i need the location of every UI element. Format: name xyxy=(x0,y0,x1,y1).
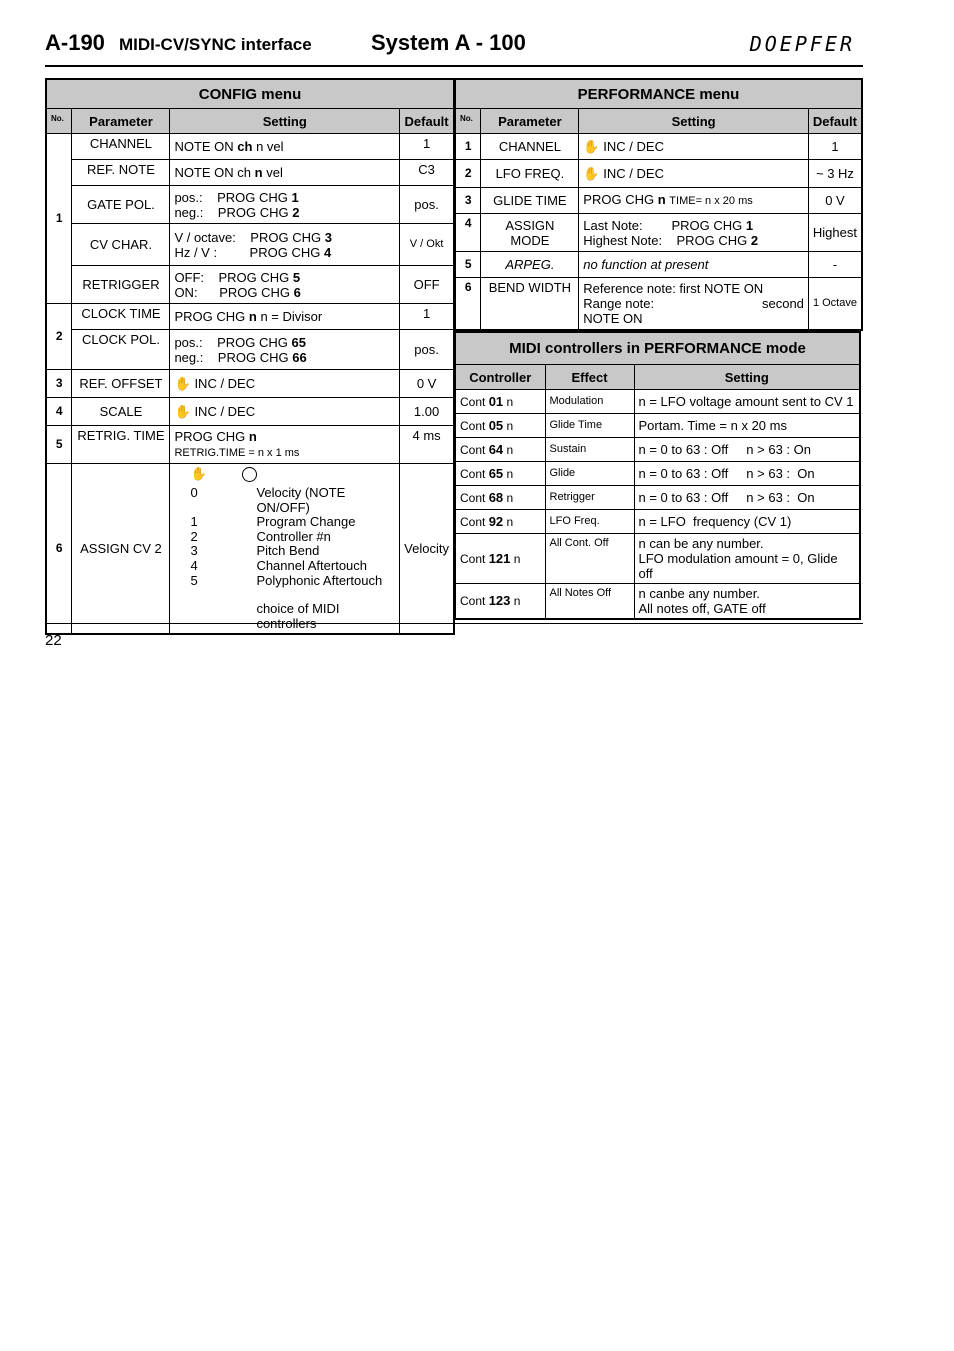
setting-text: n = Divisor xyxy=(260,309,323,324)
setting-text: INC / DEC xyxy=(603,166,664,181)
spacer xyxy=(190,588,256,602)
col-controller: Controller xyxy=(455,365,545,390)
setting-text: Highest Note: PROG CHG xyxy=(583,232,748,248)
setting-text: n = LFO voltage amount sent to CV 1 xyxy=(638,394,854,409)
setting-text: All notes off, GATE off xyxy=(638,601,766,616)
group-number: 4 xyxy=(46,398,72,426)
setting-lfo-freq xyxy=(579,160,809,188)
setting-assign-cv2 xyxy=(170,464,400,635)
setting-text: PROG CHG xyxy=(174,428,246,444)
setting-text: V / octave: PROG CHG xyxy=(174,229,322,245)
setting-text: PROG CHG xyxy=(174,309,246,324)
default-assign-cv2: Velocity xyxy=(400,464,454,635)
setting-text: NOTE ON xyxy=(174,139,234,154)
controller-prefix: Cont xyxy=(460,514,486,529)
controller-cell xyxy=(455,414,545,438)
controller-number: 121 xyxy=(488,550,511,566)
effect-cell: Glide Time xyxy=(545,414,634,438)
col-setting: Setting xyxy=(634,365,860,390)
setting-bold: 4 xyxy=(323,244,332,260)
config-table xyxy=(45,78,455,635)
option-number: 0 xyxy=(190,485,198,500)
controller-cell xyxy=(455,584,545,620)
hand-icon: ✋ xyxy=(583,139,600,154)
setting-text: ON: PROG CHG xyxy=(174,284,291,300)
option-label: Pitch Bend xyxy=(256,543,320,559)
brand-logo: DOEPFER xyxy=(749,32,855,56)
setting-bold: 6 xyxy=(293,284,301,300)
default-channel: 1 xyxy=(400,134,454,160)
setting-bold: 3 xyxy=(324,229,332,245)
setting-clock-pol xyxy=(170,330,400,370)
table-row xyxy=(455,278,862,331)
table-row xyxy=(455,510,860,534)
row-number: 1 xyxy=(455,134,481,160)
config-title: CONFIG menu xyxy=(46,79,454,109)
controller-cell xyxy=(455,534,545,584)
hand-icon: ✋ xyxy=(174,376,191,391)
config-header-row xyxy=(46,109,454,134)
param-channel: CHANNEL xyxy=(72,134,170,160)
controller-suffix: n xyxy=(506,490,514,505)
setting-text: Last Note: PROG CHG xyxy=(583,217,743,233)
setting-retrigger xyxy=(170,266,400,304)
controller-cell xyxy=(455,462,545,486)
option-label: Channel Aftertouch xyxy=(256,557,368,573)
group-number: 2 xyxy=(46,304,72,370)
setting-bold: n xyxy=(248,428,257,444)
controller-suffix: n xyxy=(506,418,514,433)
param-scale: SCALE xyxy=(72,398,170,426)
midi-title: MIDI controllers in PERFORMANCE mode xyxy=(455,332,860,365)
controller-prefix: Cont xyxy=(460,594,486,608)
param-ref-note: REF. NOTE xyxy=(72,160,170,186)
setting-arpeg: no function at present xyxy=(579,252,809,278)
effect-cell: All Cont. Off xyxy=(545,534,634,584)
setting-text: NOTE ON ch xyxy=(174,165,252,180)
setting-assign-mode xyxy=(579,214,809,252)
hand-icon: ✋ xyxy=(583,166,600,181)
table-row xyxy=(455,534,860,584)
table-row xyxy=(46,330,454,370)
param-gate-pol: GATE POL. xyxy=(72,186,170,224)
setting-bold: n xyxy=(248,309,257,324)
table-row xyxy=(455,486,860,510)
page-header xyxy=(45,28,863,64)
setting-bold: 5 xyxy=(292,269,301,285)
effect-cell: All Notes Off xyxy=(545,584,634,620)
table-row xyxy=(455,214,862,252)
default-arpeg: - xyxy=(808,252,862,278)
model-title: A-190 xyxy=(45,30,105,55)
col-effect: Effect xyxy=(545,365,634,390)
setting-bold: n xyxy=(657,192,666,207)
table-row xyxy=(46,134,454,160)
default-clock-pol: pos. xyxy=(400,330,454,370)
controller-prefix: Cont xyxy=(460,490,486,505)
performance-header-row xyxy=(455,109,862,134)
setting-scale xyxy=(170,398,400,426)
setting-bold: ch xyxy=(237,139,253,154)
setting-text: OFF: PROG CHG xyxy=(174,269,290,285)
param-arpeg: ARPEG. xyxy=(481,252,579,278)
setting-cell xyxy=(634,584,860,620)
col-default: Default xyxy=(808,109,862,134)
param-clock-pol: CLOCK POL. xyxy=(72,330,170,370)
setting-text: pos.: PROG CHG xyxy=(174,189,288,205)
table-row xyxy=(46,160,454,186)
effect-cell: LFO Freq. xyxy=(545,510,634,534)
col-no: No. xyxy=(46,109,72,134)
spacer xyxy=(190,602,256,631)
performance-table xyxy=(454,78,863,331)
option-number: 2 xyxy=(190,528,198,544)
setting-text: vel xyxy=(266,165,283,180)
controller-suffix: n xyxy=(506,442,514,457)
setting-line xyxy=(583,296,804,311)
controller-number: 65 xyxy=(488,465,504,481)
table-row xyxy=(46,224,454,266)
table-row xyxy=(46,464,454,635)
table-row xyxy=(455,252,862,278)
controller-number: 01 xyxy=(488,393,504,409)
row-number: 3 xyxy=(455,188,481,214)
setting-text: n can be any number. xyxy=(638,536,764,551)
hand-icon: ✋ xyxy=(190,466,207,481)
setting-text: INC / DEC xyxy=(194,404,256,419)
controller-prefix: Cont xyxy=(460,394,486,409)
page-number: 22 xyxy=(45,632,62,649)
controller-prefix: Cont xyxy=(460,418,486,433)
row-number: 5 xyxy=(455,252,481,278)
header-rule xyxy=(45,65,863,67)
option-label: Controller #n xyxy=(256,528,331,544)
controller-prefix: Cont xyxy=(460,442,486,457)
group-number: 3 xyxy=(46,370,72,398)
option-number: 5 xyxy=(190,572,198,588)
setting-cv-char xyxy=(170,224,400,266)
setting-text: n = 0 to 63 : Off n > 63 : On xyxy=(638,466,815,481)
setting-cell xyxy=(634,414,860,438)
table-row xyxy=(455,188,862,214)
controller-suffix: n xyxy=(506,514,514,529)
param-assign-cv2: ASSIGN CV 2 xyxy=(72,464,170,635)
option-number: 4 xyxy=(190,557,198,573)
controller-number: 64 xyxy=(488,441,504,457)
setting-bold: 1 xyxy=(745,217,754,233)
setting-text: PROG CHG xyxy=(583,192,655,207)
table-row xyxy=(455,414,860,438)
setting-gate-pol xyxy=(170,186,400,224)
controller-number: 92 xyxy=(488,513,504,529)
param-channel: CHANNEL xyxy=(481,134,579,160)
table-row xyxy=(46,304,454,330)
param-cv-char: CV CHAR. xyxy=(72,224,170,266)
footer-rule xyxy=(45,623,863,624)
default-ref-note: C3 xyxy=(400,160,454,186)
col-no: No. xyxy=(455,109,481,134)
setting-retrig-time xyxy=(170,426,400,464)
table-row xyxy=(455,438,860,462)
setting-note: TIME= n x 20 ms xyxy=(669,195,753,207)
effect-cell: Glide xyxy=(545,462,634,486)
setting-text: n = 0 to 63 : Off n > 63 : On xyxy=(638,490,815,505)
default-lfo-freq: ~ 3 Hz xyxy=(808,160,862,188)
setting-text: second xyxy=(761,296,804,311)
setting-cell xyxy=(634,438,860,462)
setting-clock-time xyxy=(170,304,400,330)
setting-channel xyxy=(170,134,400,160)
setting-cell xyxy=(634,486,860,510)
option-footer: choice of MIDI controllers xyxy=(256,601,340,631)
default-scale: 1.00 xyxy=(400,398,454,426)
setting-text: Range note: xyxy=(583,296,655,311)
table-row xyxy=(455,134,862,160)
setting-glide-time xyxy=(579,188,809,214)
param-assign-mode: ASSIGN MODE xyxy=(481,214,579,252)
setting-cell xyxy=(634,534,860,584)
setting-text: INC / DEC xyxy=(603,139,664,154)
setting-ref-offset xyxy=(170,370,400,398)
setting-cell xyxy=(634,390,860,414)
setting-text: n vel xyxy=(256,139,284,154)
controller-prefix: Cont xyxy=(460,551,486,566)
table-row xyxy=(46,266,454,304)
param-clock-time: CLOCK TIME xyxy=(72,304,170,330)
setting-note: RETRIG.TIME = n x 1 ms xyxy=(174,446,300,459)
effect-cell: Sustain xyxy=(545,438,634,462)
setting-channel xyxy=(579,134,809,160)
controller-suffix: n xyxy=(506,466,514,481)
option-label: Polyphonic Aftertouch xyxy=(256,572,383,588)
setting-text: n = LFO frequency (CV 1) xyxy=(638,514,792,529)
table-row xyxy=(46,370,454,398)
setting-bold: n xyxy=(254,165,263,180)
param-bend-width: BEND WIDTH xyxy=(481,278,579,331)
default-ref-offset: 0 V xyxy=(400,370,454,398)
controller-suffix: n xyxy=(506,394,514,409)
controller-number: 68 xyxy=(488,489,504,505)
controller-prefix: Cont xyxy=(460,466,486,481)
group-number: 6 xyxy=(46,464,72,635)
setting-bold: 1 xyxy=(291,189,299,205)
knob-icon xyxy=(242,467,257,482)
setting-text: Portam. Time = n x 20 ms xyxy=(638,418,787,433)
param-retrigger: RETRIGGER xyxy=(72,266,170,304)
system-title: System A - 100 xyxy=(371,30,526,55)
option-number: 3 xyxy=(190,543,198,559)
setting-text: pos.: PROG CHG xyxy=(174,334,288,350)
controller-cell xyxy=(455,486,545,510)
controller-number: 05 xyxy=(488,417,504,433)
param-lfo-freq: LFO FREQ. xyxy=(481,160,579,188)
col-setting: Setting xyxy=(170,109,400,134)
setting-cell xyxy=(634,462,860,486)
setting-bend-width xyxy=(579,278,809,331)
controller-cell xyxy=(455,510,545,534)
setting-ref-note xyxy=(170,160,400,186)
controller-cell xyxy=(455,438,545,462)
effect-cell: Retrigger xyxy=(545,486,634,510)
setting-text: INC / DEC xyxy=(194,376,256,391)
setting-text: LFO modulation amount = 0, Glide off xyxy=(638,551,838,581)
default-clock-time: 1 xyxy=(400,304,454,330)
col-default: Default xyxy=(400,109,454,134)
controller-cell xyxy=(455,390,545,414)
model-subtitle: MIDI-CV/SYNC interface xyxy=(119,35,312,54)
default-assign-mode: Highest xyxy=(808,214,862,252)
controller-suffix: n xyxy=(513,551,521,566)
setting-text: neg.: PROG CHG xyxy=(174,349,289,365)
table-row xyxy=(455,390,860,414)
setting-bold: 2 xyxy=(750,232,759,248)
table-row xyxy=(46,426,454,464)
setting-text: n = 0 to 63 : Off n > 63 : On xyxy=(638,442,811,457)
default-gate-pol: pos. xyxy=(400,186,454,224)
default-channel: 1 xyxy=(808,134,862,160)
setting-text: n canbe any number. xyxy=(638,586,760,601)
param-ref-offset: REF. OFFSET xyxy=(72,370,170,398)
table-row xyxy=(455,160,862,188)
option-label: Velocity (NOTE ON/OFF) xyxy=(256,485,346,515)
default-retrigger: OFF xyxy=(400,266,454,304)
table-row xyxy=(455,584,860,620)
col-setting: Setting xyxy=(579,109,809,134)
table-row xyxy=(46,398,454,426)
spacer xyxy=(256,588,395,602)
row-number: 4 xyxy=(455,214,481,252)
setting-text: Reference note: first NOTE ON xyxy=(583,281,764,296)
setting-text: Hz / V : PROG CHG xyxy=(174,244,321,260)
default-retrig-time: 4 ms xyxy=(400,426,454,464)
table-row xyxy=(455,462,860,486)
param-glide-time: GLIDE TIME xyxy=(481,188,579,214)
setting-bold: 65 xyxy=(291,334,306,350)
group-number: 1 xyxy=(46,134,72,304)
table-row xyxy=(46,186,454,224)
performance-title: PERFORMANCE menu xyxy=(455,79,862,109)
effect-cell: Modulation xyxy=(545,390,634,414)
setting-bold: 2 xyxy=(292,204,300,220)
setting-bold: 66 xyxy=(292,349,307,365)
param-retrig-time: RETRIG. TIME xyxy=(72,426,170,464)
option-label: Program Change xyxy=(256,514,356,530)
col-parameter: Parameter xyxy=(72,109,170,134)
row-number: 6 xyxy=(455,278,481,331)
controller-suffix: n xyxy=(513,594,521,608)
setting-text: neg.: PROG CHG xyxy=(174,204,289,220)
setting-cell xyxy=(634,510,860,534)
hand-icon: ✋ xyxy=(174,404,191,419)
controller-number: 123 xyxy=(488,593,511,608)
midi-controllers-table xyxy=(454,331,861,620)
option-number: 1 xyxy=(190,514,198,530)
group-number: 5 xyxy=(46,426,72,464)
default-bend-width: 1 Octave xyxy=(808,278,862,331)
midi-header-row xyxy=(455,365,860,390)
default-glide-time: 0 V xyxy=(808,188,862,214)
col-parameter: Parameter xyxy=(481,109,579,134)
setting-text: NOTE ON xyxy=(583,311,643,326)
cv2-option-list xyxy=(190,486,395,631)
default-cv-char: V / Okt xyxy=(400,224,454,266)
row-number: 2 xyxy=(455,160,481,188)
